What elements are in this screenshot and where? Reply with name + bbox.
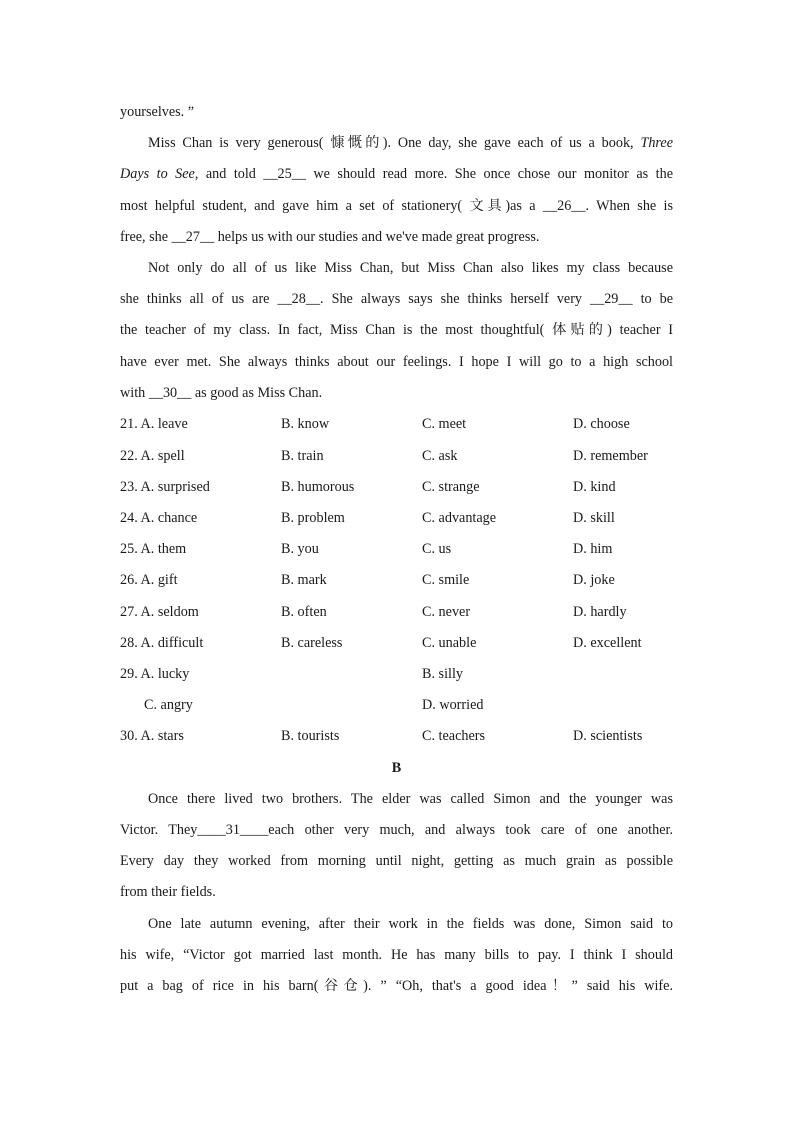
passage-line: Once there lived two brothers. The elder was called Simon and the younger was [148, 791, 673, 807]
option-d: D. joke [573, 572, 615, 588]
option-a: 25. A. them [120, 541, 187, 557]
question-row [120, 570, 673, 590]
option-d: D. hardly [573, 604, 627, 620]
question-row [120, 602, 673, 622]
option-b: B. know [281, 416, 330, 432]
section-heading: B [391, 760, 402, 776]
question-row [120, 664, 673, 684]
option-b: B. humorous [281, 479, 355, 495]
passage-line: Miss Chan is very generous( 慷慨的). One day, she gave each of us a book, Three [148, 135, 674, 151]
passage-line: Victor. They____31____each other very much, and always took care of one another. [120, 822, 673, 838]
option-a: 24. A. chance [120, 510, 198, 526]
option-c: C. ask [422, 448, 458, 464]
option-d: D. kind [573, 479, 616, 495]
question-row [120, 633, 673, 653]
question-row [120, 477, 673, 497]
passage-line: have ever met. She always thinks about our feelings. I hope I will go to a high school [120, 354, 673, 370]
option-d: D. worried [422, 697, 484, 713]
option-b: B. silly [422, 666, 463, 682]
book-title: Three [640, 135, 674, 151]
option-c: C. strange [422, 479, 480, 495]
option-b: B. careless [281, 635, 343, 651]
option-d: D. scientists [573, 728, 643, 744]
option-c: C. teachers [422, 728, 486, 744]
option-a: 21. A. leave [120, 416, 188, 432]
option-d: D. choose [573, 416, 630, 432]
option-c: C. us [422, 541, 452, 557]
option-b: B. tourists [281, 728, 340, 744]
option-d: D. remember [573, 448, 648, 464]
option-a: 22. A. spell [120, 448, 185, 464]
question-row [120, 508, 673, 528]
option-c: C. advantage [422, 510, 497, 526]
option-b: B. mark [281, 572, 327, 588]
option-b: B. train [281, 448, 324, 464]
passage-line: free, she __27__ helps us with our studies and we've made great progress. [120, 229, 540, 245]
option-c: C. unable [422, 635, 477, 651]
question-row [120, 726, 673, 746]
option-a: 28. A. difficult [120, 635, 204, 651]
passage-line: most helpful student, and gave him a set of stationery( 文具)as a __26__. When she is [120, 198, 673, 214]
option-c: C. never [422, 604, 471, 620]
passage-line: One late autumn evening, after their work in the fields was done, Simon said to [148, 916, 673, 932]
option-a: 23. A. surprised [120, 479, 210, 495]
passage-line: with __30__ as good as Miss Chan. [120, 385, 323, 401]
option-a: 30. A. stars [120, 728, 184, 744]
question-row [120, 446, 673, 466]
option-d: D. skill [573, 510, 615, 526]
option-b: B. problem [281, 510, 345, 526]
option-b: B. often [281, 604, 327, 620]
passage-line: Not only do all of us like Miss Chan, but Miss Chan also likes my class because [148, 260, 673, 276]
option-d: D. him [573, 541, 613, 557]
option-a: 27. A. seldom [120, 604, 199, 620]
passage-line: put a bag of rice in his barn(谷仓). ” “Oh, that's a good idea！” said his wife. [120, 978, 673, 994]
question-row [120, 539, 673, 559]
passage-line: yourselves. ” [120, 104, 195, 120]
option-a: 29. A. lucky [120, 666, 190, 682]
passage-line: the teacher of my class. In fact, Miss Chan is the most thoughtful( 体贴的) teacher I [120, 322, 673, 338]
option-d: D. excellent [573, 635, 642, 651]
passage-line: from their fields. [120, 884, 216, 900]
passage-line: Every day they worked from morning until night, getting as much grain as possible [120, 853, 673, 869]
passage-line: his wife, “Victor got married last month. He has many bills to pay. I think I should [120, 947, 673, 963]
question-row [120, 695, 673, 715]
option-b: B. you [281, 541, 319, 557]
book-title: Days to See [120, 166, 195, 182]
option-c: C. meet [422, 416, 467, 432]
option-a: 26. A. gift [120, 572, 178, 588]
passage-line: Days to See, and told __25__ we should read more. She once chose our monitor as the [120, 166, 673, 182]
passage-line: she thinks all of us are __28__. She always says she thinks herself very __29__ to be [120, 291, 673, 307]
question-row [120, 414, 673, 434]
option-c: C. smile [422, 572, 470, 588]
option-c: C. angry [144, 697, 193, 713]
